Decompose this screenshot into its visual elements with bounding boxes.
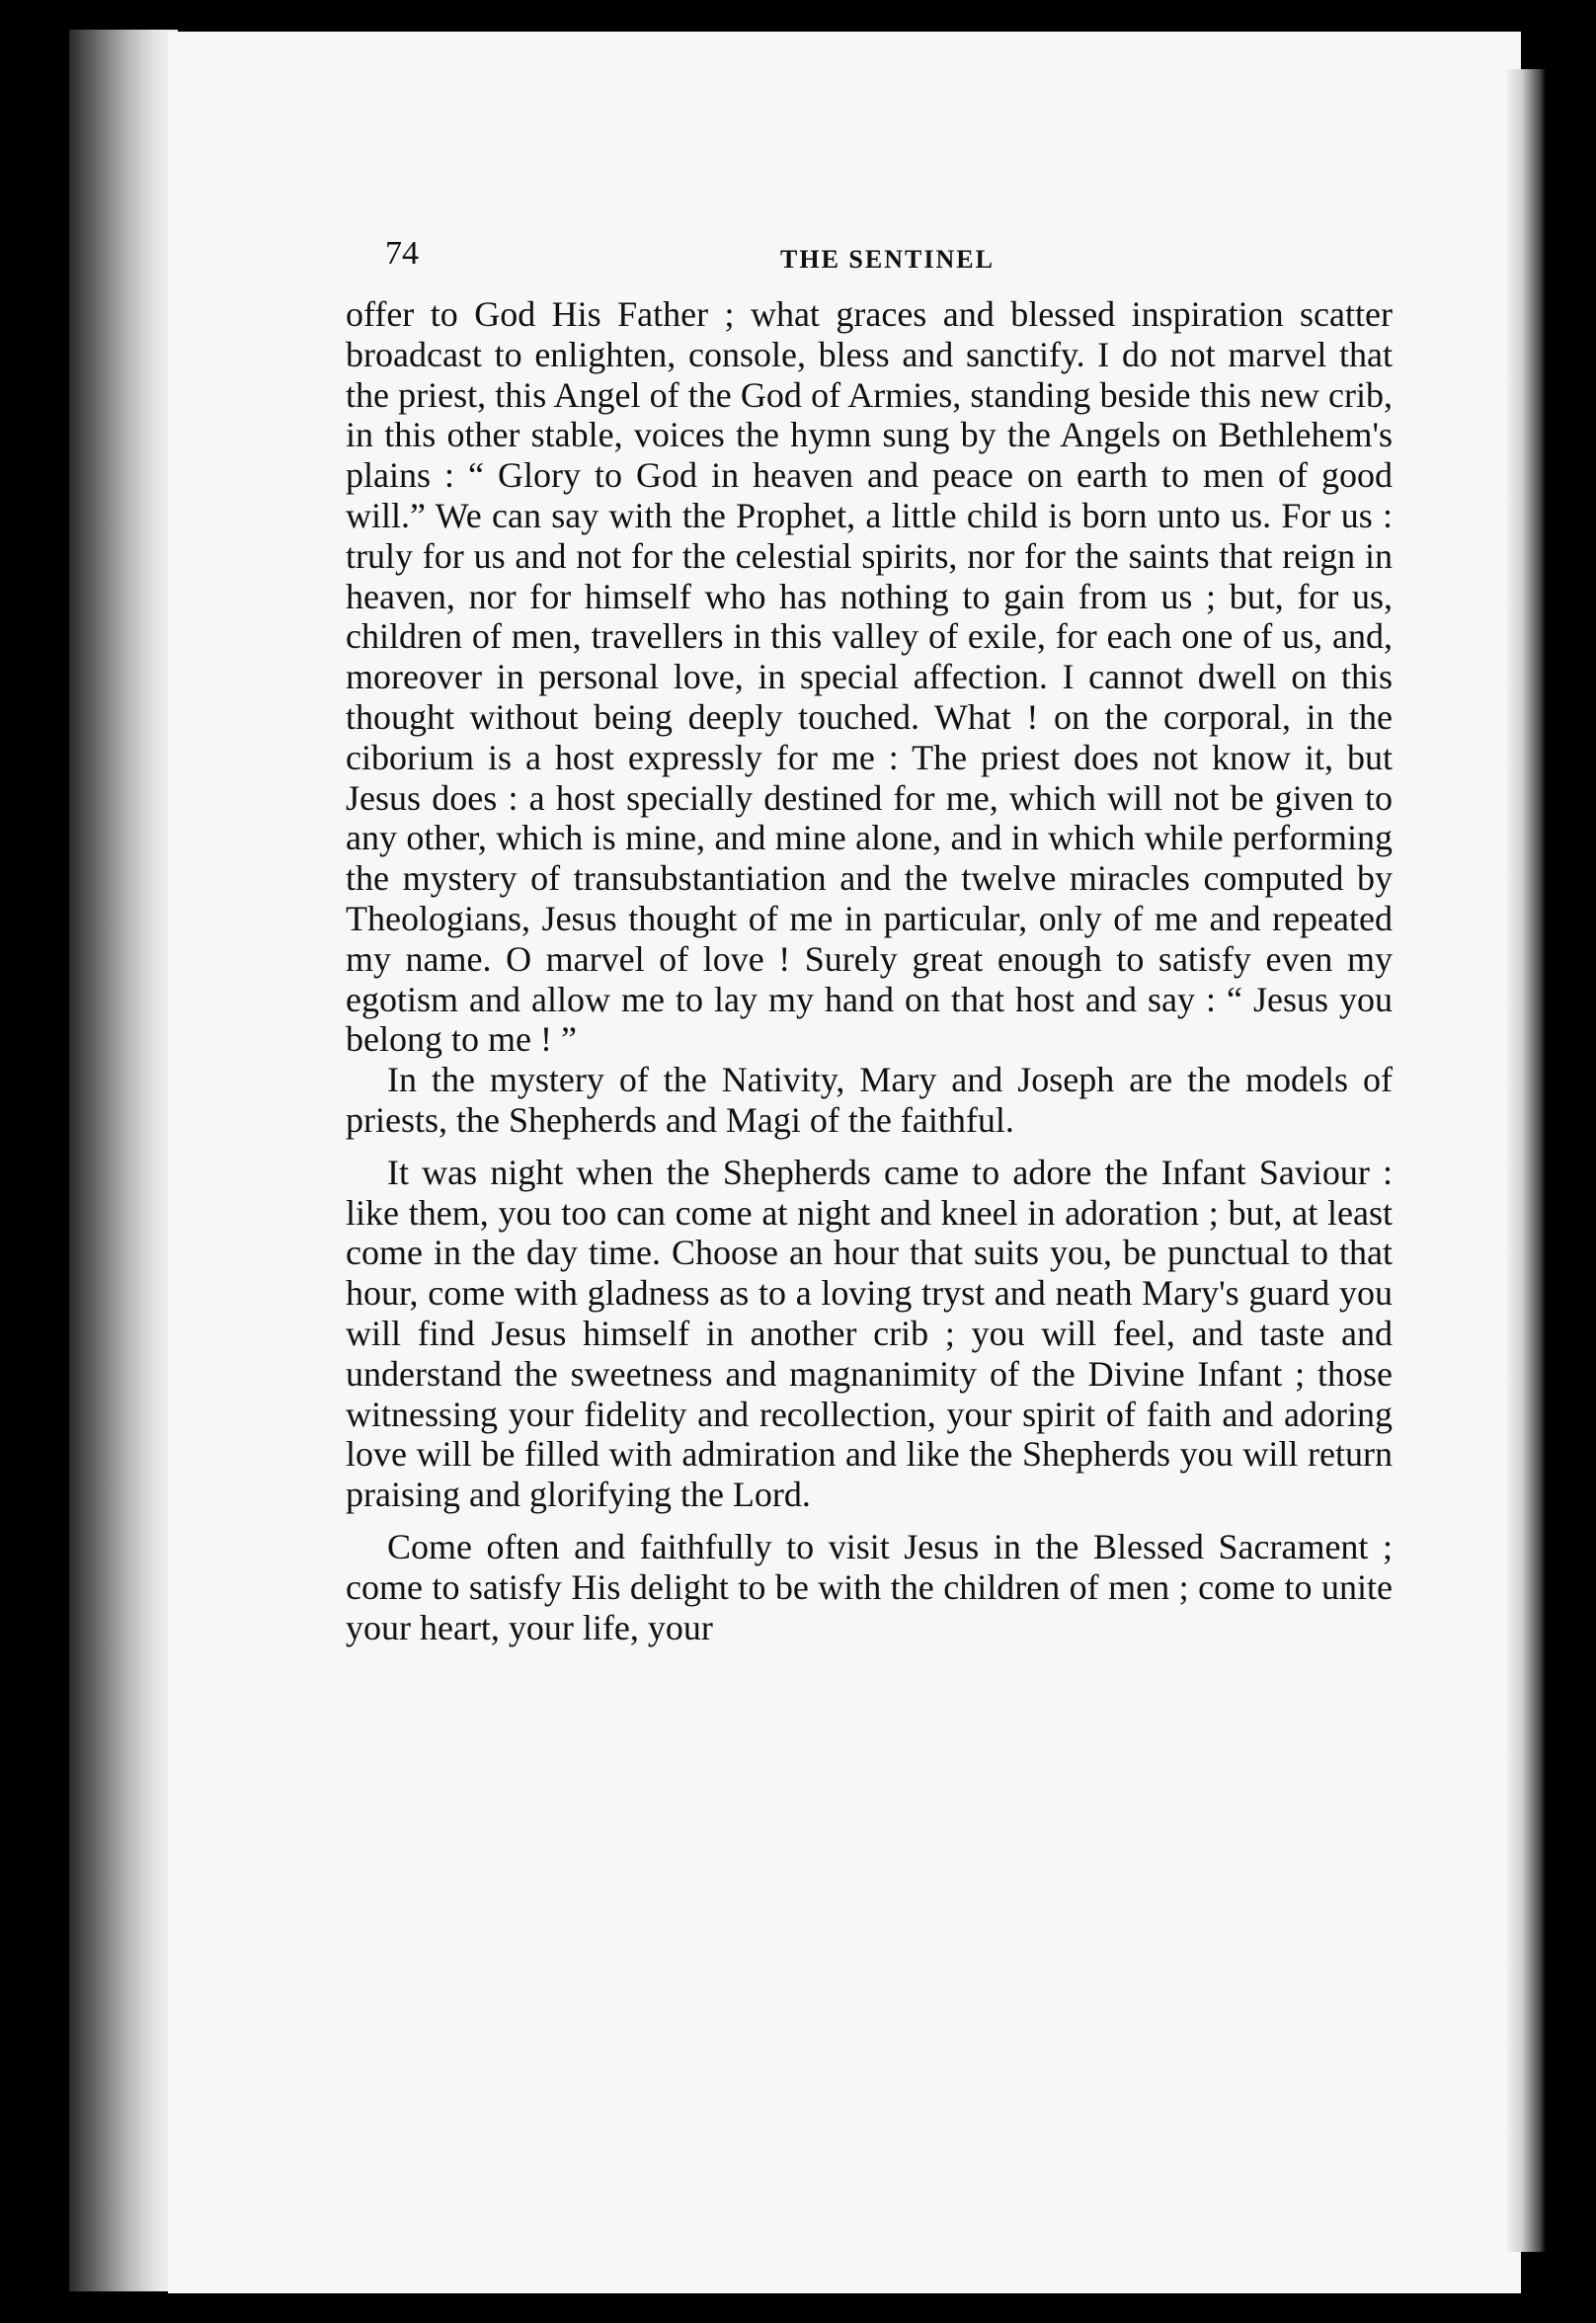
body-text — [346, 294, 1393, 1647]
paragraph-continued: offer to God His Father ; what graces and blessed inspiration scatter broadcast to enlighten, console, bless and sanctify. I do not marvel that the priest, this Angel of the God of Armies, standing beside this new crib, in this other stable, voices the hymn sung by the Angels on Bethlehem's plains : “ Glory to God in heaven and peace on earth to men of good will.” We can say with the Prophet, a little child is born unto us. For us : truly for us and not for the celestial spirits, nor for the saints that reign in heaven, nor for himself who has nothing to gain from us ; but, for us, children of men, travellers in this valley of exile, for each one of us, and, moreover in personal love, in special affection. I cannot dwell on this thought without being deeply touched. What ! on the corporal, in the ciborium is a host expressly for me : The priest does not know it, but Jesus does : a host specially destined for me, which will not be given to any other, which is mine, and mine alone, and in which while performing the mystery of transubstantiation and the twelve miracles computed by Theologians, Jesus thought of me in particular, only of me and repeated my name. O marvel of love ! Surely great enough to satisfy even my egotism and allow me to lay my hand on that host and say : “ Jesus you belong to me ! ” — [346, 294, 1393, 1060]
running-head: THE SENTINEL — [780, 245, 995, 274]
page-header — [385, 235, 1373, 294]
book-spine-shadow — [69, 30, 178, 2291]
paragraph-nativity: In the mystery of the Nativity, Mary and Joseph are the models of priests, the Shepherds and Magi of the faithful. — [346, 1060, 1393, 1140]
paragraph-shepherds: It was night when the Shepherds came to adore the Infant Saviour : like them, you too can come at night and kneel in adoration ; but, at least come in the day time. Choose an hour that suits you, be punctual to that hour, come with gladness as to a loving tryst and neath Mary's guard you will find Jesus himself in another crib ; you will feel, and taste and understand the sweetness and magnanimity of the Divine Infant ; those witnessing your fidelity and recollection, your spirit of faith and adoring love will be filled with admiration and like the Shepherds you will return praising and glorifying the Lord. — [346, 1152, 1393, 1515]
paragraph-visit: Come often and faithfully to visit Jesus in the Blessed Sacrament ; come to satisfy His delight to be with the children of men ; come to unite your heart, your life, your — [346, 1526, 1393, 1647]
page-edge-shadow — [1506, 69, 1546, 2252]
page-number: 74 — [385, 235, 419, 272]
